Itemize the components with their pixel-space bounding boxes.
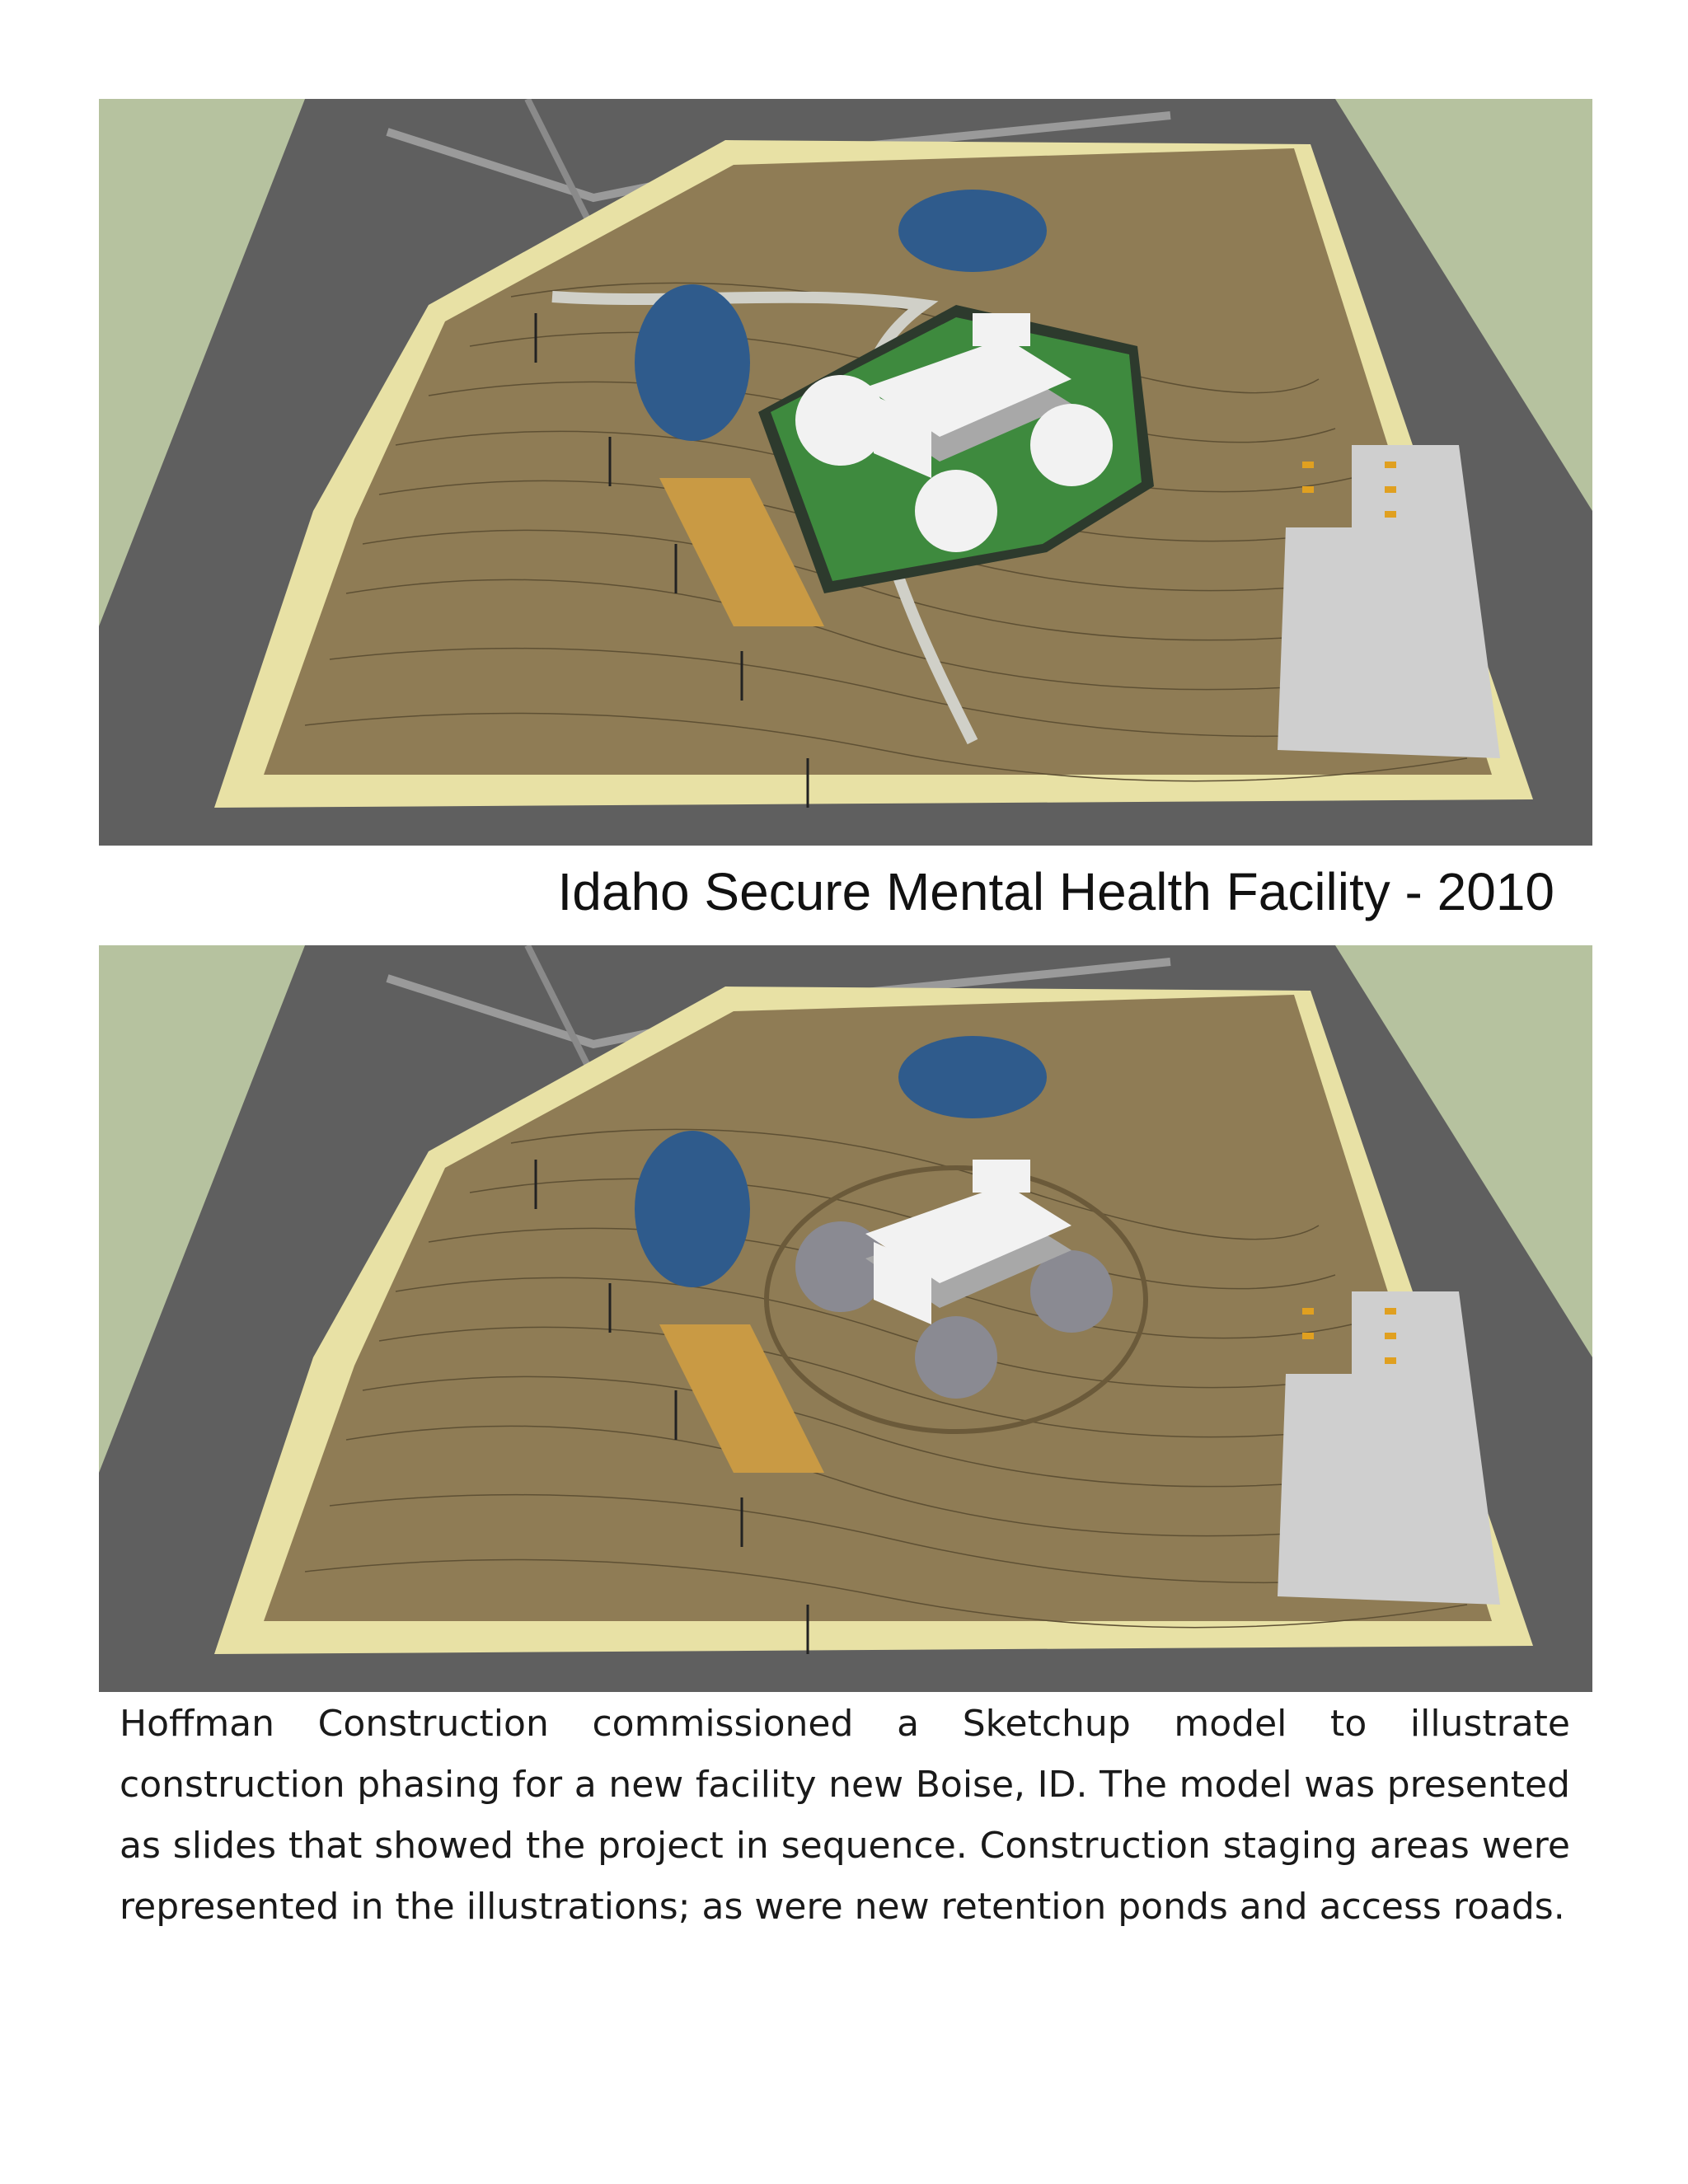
description-paragraph: Hoffman Construction commissioned a Sketchup model to illustrate construction phasing for a new facility new Boise, ID. The model was presented as slides that showed the project in sequence. Construction staging areas were represented in the illustrations; as were new retention ponds and access roads. (120, 1703, 1570, 1928)
retention-pond (635, 1131, 750, 1287)
retention-pond (898, 1036, 1047, 1118)
retention-pond (635, 284, 750, 441)
site-render-phase-construction (99, 945, 1592, 1692)
page-title: Idaho Secure Mental Health Facility - 2010 (557, 862, 1554, 921)
site-model-illustration (99, 99, 1592, 846)
site-model-illustration (99, 945, 1592, 1692)
retention-pond (898, 190, 1047, 272)
site-render-phase-complete (99, 99, 1592, 846)
